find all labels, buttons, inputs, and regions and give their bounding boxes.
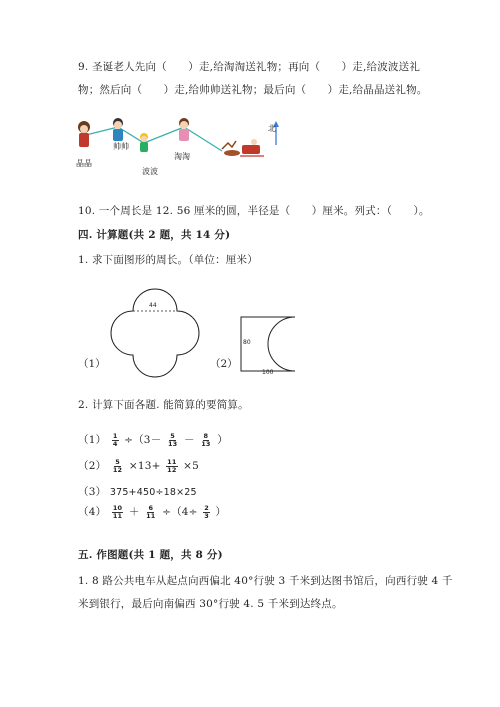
section5-title: 五. 作图题(共 1 题，共 8 分): [78, 549, 223, 561]
q10-text: 10. 一个周长是 12. 56 厘米的圆，半径是（ ）厘米。列式：（ ）。: [78, 205, 430, 217]
santa-sleigh: [222, 139, 264, 156]
section5-line1: 1. 8 路公共电车从起点向西偏北 40°行驶 3 千米到达图书馆后，向西行驶 4 千: [78, 575, 453, 587]
section4-q1: 1. 求下面图形的周长。（单位：厘米）: [78, 254, 258, 266]
shuaishuai-figure: [113, 118, 123, 141]
fraction: $\frac{6}{11}$: [146, 503, 156, 520]
fraction: $\frac{11}{12}$: [167, 457, 177, 474]
clover-dimension: 44: [149, 302, 157, 309]
fraction: $\frac{1}{4}$: [112, 431, 118, 448]
clover-figure: [100, 286, 210, 382]
bobo-figure: [140, 133, 148, 152]
santa-route-illustration: [72, 115, 287, 180]
shuaishuai-label: 帅帅: [113, 142, 129, 151]
rect-height-label: 80: [243, 339, 251, 346]
fig1-label: （1）: [78, 358, 106, 370]
taotao-figure: [179, 118, 189, 141]
fig2-label: （2）: [210, 358, 238, 370]
fraction: $\frac{10}{11}$: [112, 503, 123, 520]
expr-4: （4） $\frac{10}{11}$ ＋ $\frac{6}{11}$ ÷（4÷ $\frac{2}{3}$ ）: [78, 503, 227, 520]
q9-line1: 9. 圣诞老人先向（ ）走,给淘淘送礼物；再向（ ）走,给波波送礼: [78, 61, 421, 73]
jingjing-label: 晶晶: [76, 159, 92, 168]
north-label: 北: [268, 124, 276, 133]
fraction: $\frac{8}{13}$: [201, 431, 211, 448]
section5-line2: 米到银行，最后向南偏西 30°行驶 4. 5 千米到达终点。: [78, 598, 343, 610]
q9-line2: 物；然后向（ ）走,给帅帅送礼物；最后向（ ）走,给晶晶送礼物。: [78, 84, 428, 96]
bobo-label: 波波: [142, 167, 158, 176]
section4-q2: 2. 计算下面各题. 能简算的要简算。: [78, 399, 249, 411]
rect-width-label: 100: [262, 369, 274, 376]
section4-title: 四. 计算题(共 2 题，共 14 分): [78, 229, 231, 241]
expr-3: （3） 375+450÷18×25: [78, 486, 197, 498]
expr-2: （2） $\frac{5}{12}$ ×13+ $\frac{11}{12}$ ×5: [78, 457, 200, 474]
fraction: $\frac{5}{12}$: [112, 457, 123, 474]
jingjing-figure: [78, 121, 90, 147]
fraction: $\frac{5}{13}$: [167, 431, 178, 448]
fraction: $\frac{2}{3}$: [204, 503, 209, 520]
expr-1: （1） $\frac{1}{4}$ ÷（3－ $\frac{5}{13}$ － $\frac{8}{13}$ ）: [78, 431, 228, 448]
taotao-label: 淘淘: [174, 152, 190, 161]
